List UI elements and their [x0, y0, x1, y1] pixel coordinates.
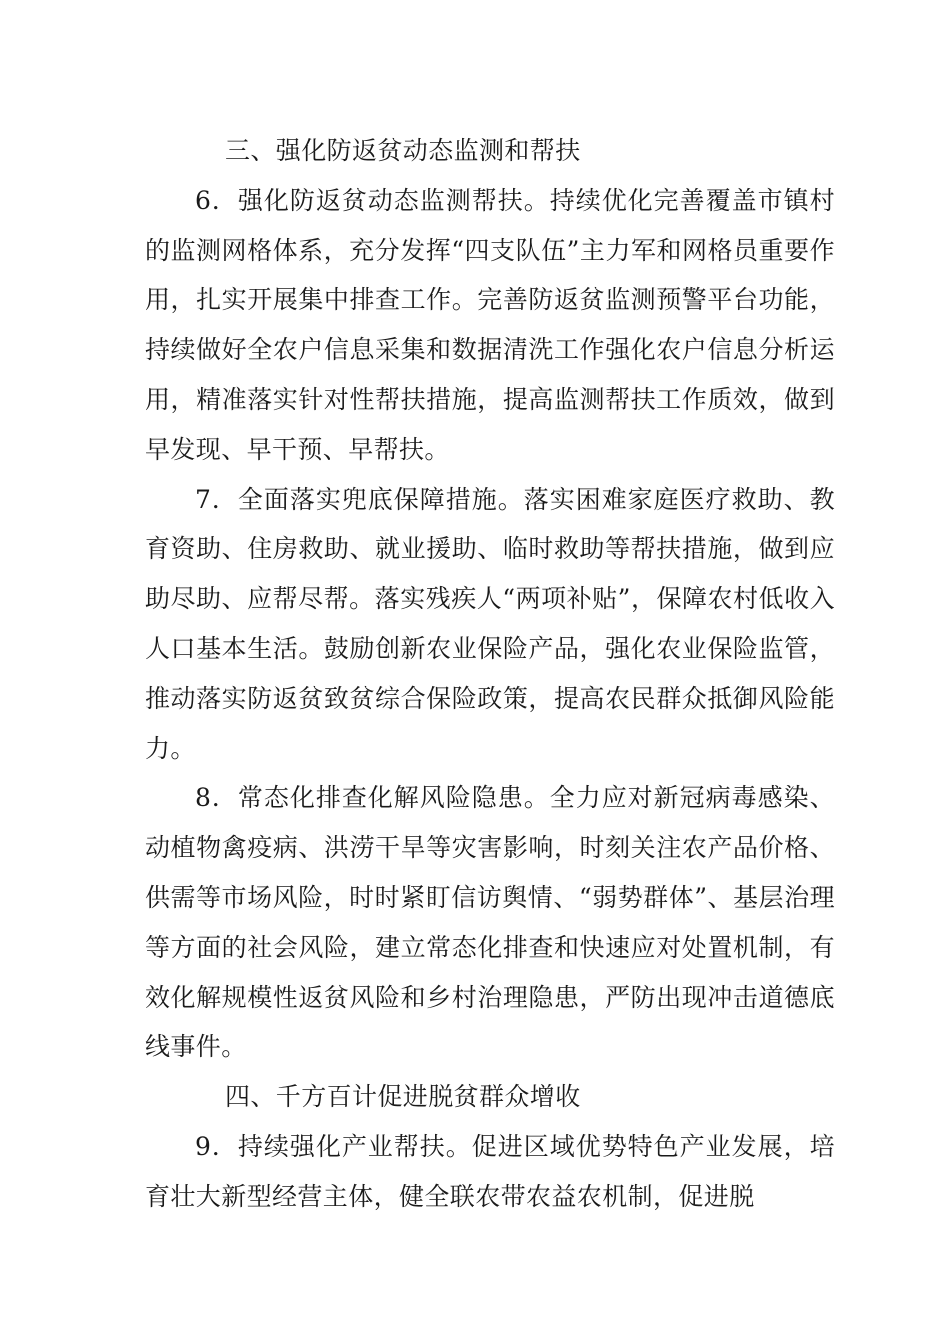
paragraph-7: 7．全面落实兜底保障措施。落实困难家庭医疗救助、教育资助、住房救助、就业援助、临时救助等帮扶措施，做到应助尽助、应帮尽帮。落实残疾人“两项补贴”，保障农村低收入人口基本生活。鼓励创新农业保险产品，强化农业保险监管，推动落实防返贫致贫综合保险政策，提高农民群众抵御风险能力。 — [145, 484, 835, 763]
paragraph-8: 8．常态化排查化解风险隐患。全力应对新冠病毒感染、动植物禽疫病、洪涝干旱等灾害影响，时刻关注农产品价格、供需等市场风险，时时紧盯信访舆情、“弱势群体”、基层治理等方面的社会风险，建立常态化排查和快速应对处置机制，有效化解规模性返贫风险和乡村治理隐患，严防出现冲击道德底线事件。 — [145, 783, 835, 1062]
paragraph-9: 9．持续强化产业帮扶。促进区域优势特色产业发展，培育壮大新型经营主体，健全联农带农益农机制，促进脱 — [145, 1131, 835, 1211]
paragraph-6: 6．强化防返贫动态监测帮扶。持续优化完善覆盖市镇村的监测网格体系，充分发挥“四支队伍”主力军和网格员重要作用，扎实开展集中排查工作。完善防返贫监测预警平台功能，持续做好全农户信息采集和数据清洗工作强化农户信息分析运用，精准落实针对性帮扶措施，提高监测帮扶工作质效，做到早发现、早干预、早帮扶。 — [145, 185, 835, 464]
section-heading-4: 四、千方百计促进脱贫群众增收 — [225, 1082, 581, 1112]
document-body — [145, 126, 835, 1222]
section-heading-3: 三、强化防返贫动态监测和帮扶 — [225, 136, 581, 165]
